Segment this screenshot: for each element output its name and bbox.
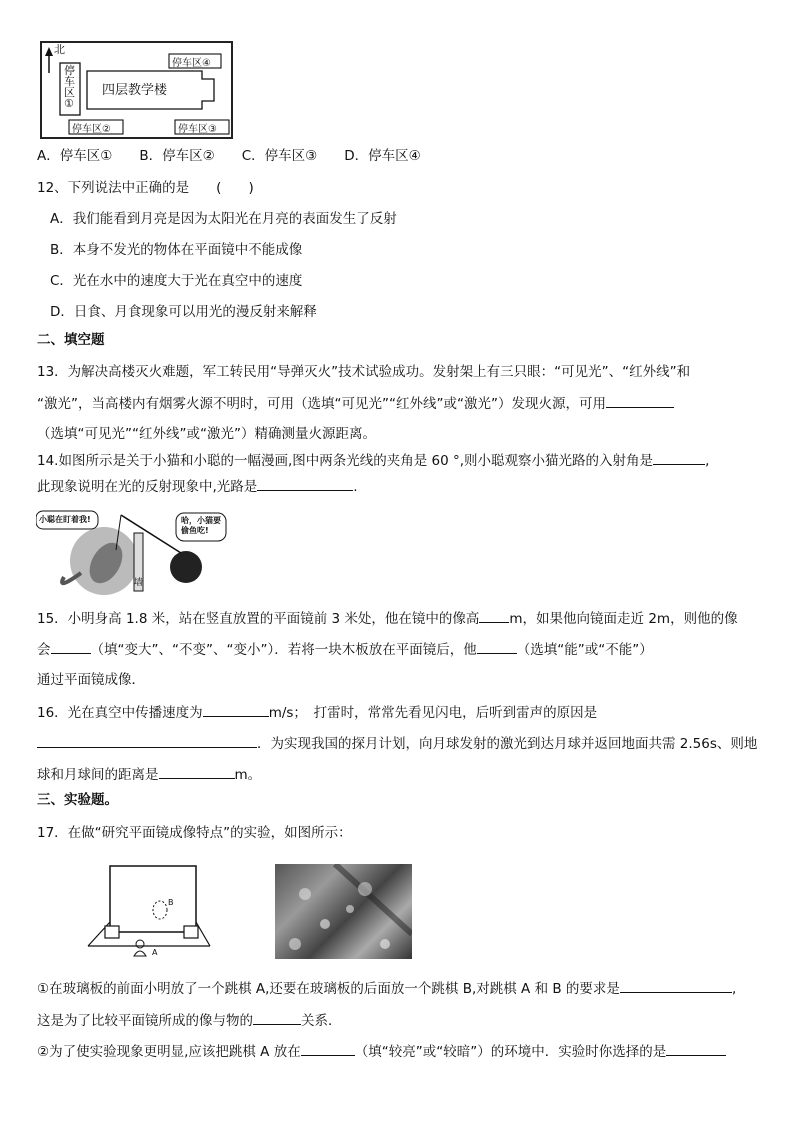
answer-blank[interactable]: [477, 639, 517, 654]
q12-option-a: A．我们能看到月亮是因为太阳光在月亮的表面发生了反射: [50, 211, 397, 227]
answer-blank[interactable]: [653, 450, 705, 465]
q13-line2: “激光”，当高楼内有烟雾火源不明时，可用（选填“可见光”“红外线”或“激光”）发现火源，可用: [37, 393, 674, 414]
zone4-label: 停车区④: [172, 58, 211, 69]
answer-blank[interactable]: [606, 393, 674, 408]
answer-blank[interactable]: [203, 702, 269, 717]
q14-line1: 14.如图所示是关于小猫和小聪的一幅漫画,图中两条光线的夹角是 60 °,则小聪观察小猫光路的入射角是 ,: [37, 450, 709, 471]
answer-blank[interactable]: [479, 608, 509, 623]
answer-blank[interactable]: [257, 476, 353, 491]
q17-part1-line2: 这是为了比较平面镜所成的像与物的 关系．: [37, 1010, 342, 1031]
mirror-setup-drawing: [80, 862, 215, 962]
q13-line3: （选填“可见光”“红外线”或“激光”）精确测量火源距离。: [37, 426, 376, 442]
zone1-label: 停 车 区 ①: [64, 64, 75, 110]
answer-blank[interactable]: [301, 1041, 355, 1056]
zone2-label: 停车区②: [72, 124, 111, 135]
q16-line3: 球和月球间的距离是 m。: [37, 764, 261, 785]
north-arrow-icon: [45, 47, 53, 56]
answer-blank[interactable]: [666, 1041, 726, 1056]
cartoon-wall-label: 墙: [134, 578, 144, 588]
mirror-experiment-figure: [80, 862, 215, 962]
cat-cartoon-figure: [36, 505, 236, 595]
q17-part2-line: ②为了使实验现象更明显,应该把跳棋 A 放在 （填“较亮”或“较暗”）的环境中．实验时你选择的是: [37, 1041, 726, 1062]
q12-option-d: D．日食、月食现象可以用光的漫反射来解释: [50, 304, 317, 320]
q12-option-b: B．本身不发光的物体在平面镜中不能成像: [50, 242, 303, 258]
label-b: B: [168, 898, 174, 907]
q16-line2: ．为实现我国的探月计划，向月球发射的激光到达月球并返回地面共需 2.56s、则地: [37, 733, 757, 754]
q12-stem: 12、下列说法中正确的是 ( ): [37, 180, 254, 196]
q11-options: A．停车区① B．停车区② C．停车区③ D．停车区④: [37, 148, 421, 164]
answer-blank[interactable]: [159, 764, 235, 779]
cartoon-bubble-left: 小聪在盯着我!: [39, 515, 91, 524]
q16-line1: 16．光在真空中传播速度为 m/s； 打雷时，常常先看见闪电，后听到雷声的原因是: [37, 702, 597, 723]
photo-texture: [275, 864, 412, 959]
q14-line2: 此现象说明在光的反射现象中,光路是 .: [37, 476, 358, 497]
cartoon-bubble-right: 哈，小猫要 偷鱼吃!: [181, 516, 221, 535]
answer-blank[interactable]: [253, 1010, 301, 1025]
answer-blank[interactable]: [620, 978, 732, 993]
answer-blank[interactable]: [37, 733, 257, 748]
experiment-photo: [275, 864, 412, 959]
section-experiment-heading: 三、实验题。: [37, 792, 118, 808]
answer-blank[interactable]: [51, 639, 91, 654]
section-fill-in-heading: 二、填空题: [37, 332, 105, 348]
q15-line1: 15．小明身高 1.8 米，站在竖直放置的平面镜前 3 米处，他在镜中的像高 m，如果他向镜面走近 2m，则他的像: [37, 608, 738, 629]
q17-part1-line1: ①在玻璃板的前面小明放了一个跳棋 A,还要在玻璃板的后面放一个跳棋 B,对跳棋 A 和 B 的要求是 ,: [37, 978, 736, 999]
north-label: 北: [54, 43, 65, 56]
q17-stem: 17．在做“研究平面镜成像特点”的实验，如图所示：: [37, 825, 352, 841]
q13-line1: 13．为解决高楼灭火难题，军工转民用“导弹灭火”技术试验成功。发射架上有三只眼：“可见光”、“红外线”和: [37, 364, 691, 380]
zone3-label: 停车区③: [178, 124, 217, 135]
label-a: A: [152, 948, 158, 957]
q12-option-c: C．光在水中的速度大于光在真空中的速度: [50, 273, 303, 289]
building-label: 四层教学楼: [102, 83, 168, 98]
parking-map-figure: [40, 41, 233, 139]
q15-line3: 通过平面镜成像．: [37, 672, 145, 688]
q15-line2: 会 （填“变大”、“不变”、“变小”）．若将一块木板放在平面镜后，他 （选填“能”或“不能”）: [37, 639, 653, 660]
